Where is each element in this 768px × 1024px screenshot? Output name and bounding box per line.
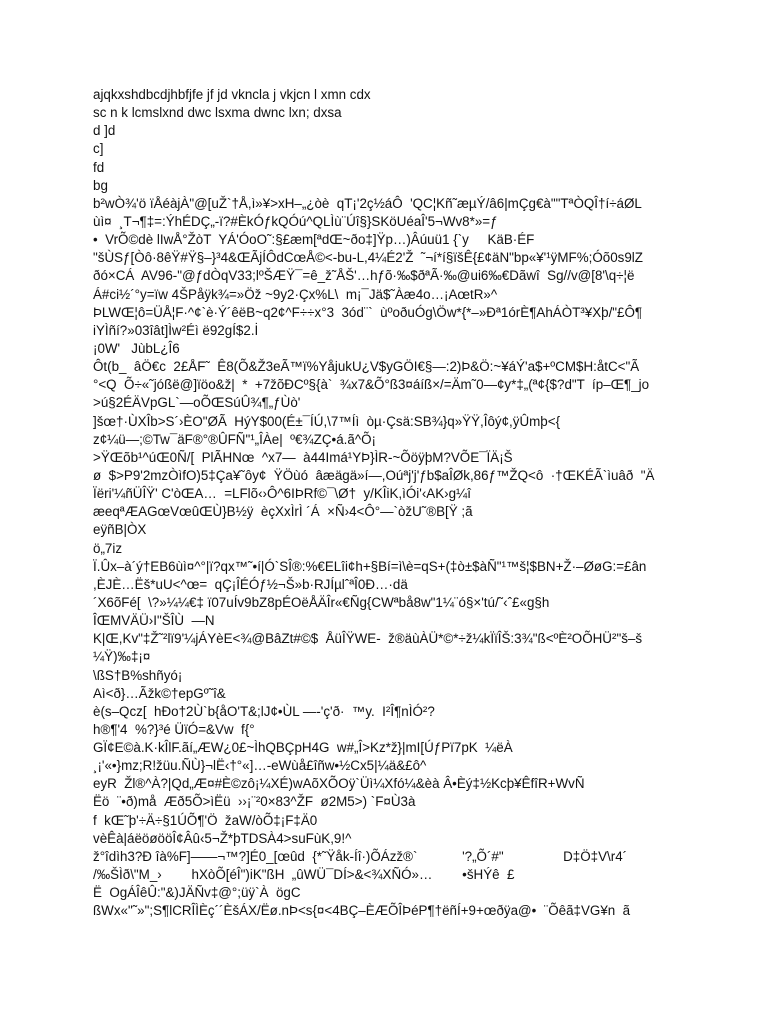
text-line: Ôt(b_ âÖ€c 2£ÅF˜ Ê8(Õ&Ž3eÃ™ï%YåjukU¿V$yGÖI€§—:2)Þ&Ö:~¥áÝ'a$+ºCM$H:åtC<"Ã [93,359,640,375]
text-line: ¡0W' JùbL¿Î6 [93,340,180,356]
text-line: ´X6õFé[ \?»¼¼€‡ ï07uÍv9bZ8pÉOëÅÄÎr«€Ñg{CWªbå8w"1¼¨ó§×'tú/˜‹ˆ£«g§h [93,594,550,610]
text-line: b²wÒ¾'ö ïÅéàjÀ"@[uŽ`†Å,ì»¥>xH–„¿òè qT¡'2ç½áÔ 'QC¦Kñ˜æµÝ/â6|mÇg€à""TªÒQÎ†í÷áØL [93,195,642,211]
text-line: ]šœ†·ÙXÎb>S´›ÈO"ØÃ HýY$00(É±¯ÍÚ,\7™Íì òµ·Çsä:SB¾}q»ŸŸ,Îôý¢,ÿÛmþ<{ [93,413,561,429]
text-line: Á#ci½´°y=ïw 4ŠPåÿk¾=»Öž ~9y2·Çx%L\ m¡¯Jä$˜Àæ4o…¡AœtR»^ [93,286,498,302]
text-line [93,939,683,957]
text-line: h®¶'4 %?}³é ÜïÓ=&Vw f{° [93,721,255,737]
text-line: Ë OgÁÎêÛ:"&)JÄÑv‡@°;üÿ`À ögC [93,885,301,901]
text-line: eÿñB|ÒX [93,522,147,538]
text-line: ,ÈJÈ…Ëš*uU<^œ= qÇ¡ÎÉÓƒ½¬Š»b·RJÍµlˆªÎ0Ð…·dä [93,576,408,592]
text-line: Ïëri'¼ñÜÎŸ' C'òŒA… =LFlõ‹›Ô^6IÞRf©¯\Ø† y/KÎiK,ìÓi'‹AK›g¼î [93,486,471,502]
text-line: z¢¼ü—;©Tw¯äF®°®ÛFÑ"¹„ÎÀe| º€¾ZÇ•á.ã^Õ¡ [93,431,376,447]
text-line: ajqkxshdbcdjhbfjfe jf jd vkncla j vkjcn l xmn cdx [93,87,371,102]
text-line: /‰ŠÌð\"M_› hXòÕ[éÎ")iK"ßH „ûWÜ¯DÍ>&<¾XÑÓ»… •šHÝê £ [93,867,515,883]
text-line: GÏ¢E©à.K·kÎlF.ãí„ÆW¿0£~ÌhQBÇpH4G w#„Î>Kz*ž}|mI[ÚƒPï7pK ¼ëÀ [93,740,513,756]
text-line: vèÊà|áëöøööÎ¢Âû‹5¬Ž*þTDSÀ4>suFùK,9!^ [93,830,352,846]
text-line [93,920,683,938]
text-line: ¸¡'«•}mz;R!žüu.ÑÙ}¬lË‹†°«]…-eWùå£îñw•½Cx5|¼ä&£ô^ [93,758,427,774]
text-line: ÞLWŒ¦ô=ÜÅ¦F·^¢`è·Ý´êëB~q2¢^F÷÷x°3 3ód¨` ùºoðuÓg\Öw*{*–»Ðª1órÈ¶AhÁÒT³¥Xþ/"£Ô¶ [93,304,643,320]
text-line: Ëö ¨•ð)må Æð5Õ>ìËü ››¡¨²0×83^ŽF ø2M5>) `F¤Ù3à [93,794,416,810]
text-line: è(s–Qcz[ hÐo†2Ù`b{åO'T&;lJ¢•ÙL —-'ç'ð· ™y. I²Î¶nÌÓ²? [93,703,435,719]
text-line: >ú§2ÉÄVpGL`—oÕŒSúÛ¾¶„ƒÙò' [93,395,301,411]
text-line: fd [93,159,105,175]
text-line: ¼Ÿ)‰‡¡¤ [93,649,151,665]
text-line: bg [93,177,108,193]
text-line: ö„7iz [93,540,123,556]
document-text-body [93,86,683,975]
text-line [93,957,683,975]
text-line: Aì<ð}…Ãžk©†epGº˜î& [93,685,226,701]
text-line: °<Q Õ÷«˜jóßë@]ïöo&ž| * +7žõÐCº§{à` ¾x7&Õ°ß3¤áíß×/=Äm˜0—¢y*‡„(ª¢{$?d"T íp–Œ¶_jo [93,377,650,393]
text-line: ðó×CÁ AV96-"@ƒdÒqV33;lºŠÆŸ¯=ê_ž˜ÅŠ'…hƒõ·‰$ðªÃ·‰@ui6‰€Dãwî Sg//v@[8'\q÷¦ë [93,268,635,284]
text-line: Ï.Ûx–à´ý†EB6ùì¤^°|ï?qx™˜•í|Ó`SÎ®:%€ELîi¢h+§Bí=ì\è=qS+(‡ò±$àÑ"¹™š¦$BN+Ž·–ØøG:=£ân [93,558,647,574]
text-line: d ]d [93,123,116,139]
text-line: iYÌñí?»03îât]Ìw²Éì ë92gÍ$2.İ [93,322,259,338]
text-line: sc n k lcmslxnd dwc lsxma dwnc lxn; dxsa [93,105,342,121]
text-line: ßWx«"˜»";S¶lCRÎÌÈç´´ÈšÁX/Ëø.nÞ<s{¤<4BÇ–ÈÆÕÎÞéP¶†ëñÍ+9+œðÿa@• ¨Õêã‡VG¥n ã [93,903,631,919]
text-line: æeqªÆAGœVœûŒÙ}B½ÿ èçXxÌrÌ ´Á ×Ñ›4<Ô°—`òžU˜®B[Ÿ ;ã [93,504,473,520]
text-line: • VrÕ©dè lIwÅ°ŽòT YÁ'ÓoO˜:§£æm[ªdŒ~ðo‡]Ÿp…)Âúuü1 {`y KäB·ÉF [93,232,535,248]
text-line: "šÙSƒ[Òô·8êŸ#Ÿ§–}³4&ŒÃjÍÔdCœÅ©<-bu-L,4¼É2'Ž ˜¬í*í§ïšÊ{£¢äN"bp«¥'¹ÿMF%;Óõ0s9lZ [93,250,643,266]
text-line: ø $>P9'2mzÒìfO)5‡Ça¥˜ôy¢ ŸÖùó âæägä»í—,Oúªj'j'ƒb$aÎØk,86ƒ™ŽQ<ô ·†ŒKÉÃ`ìuâð "Ä [93,467,655,483]
text-line: c] [93,141,104,157]
text-line: f kŒ˜þ'÷Ä÷§1ÚÕ¶'Ö žaW/òÕ‡¡F‡Ä0 [93,812,318,828]
text-line: >ŸŒõb¹^úŒ0Ñ/[ PlÃHNœ ^x7— à44Imá¹YÞ}ÌR-~ÕöÿþM?VÕE¯ÏÄ¡Š [93,449,513,465]
text-line: ÎŒMVÄÜ›I"ŠÎÙ —N [93,613,215,629]
text-line: K|Œ,Kv"‡Ž˜²lï9'¼jÁYèE<¾@BâZt#©$ ÅüÎŸWE- ž®äùÀÜ*©*÷ž¼kÏïÎŠ:3¾"ß<ºÈ²OÕHÜ²"š–š [93,631,643,647]
text-line: ùì¤ ¸T¬¶‡=:ÝhÉDÇ„-ï?#ÈkÓƒkQÓú^QLÌù¨Úî§}SKöUéaÎ'5¬Wv8*»=ƒ [93,213,498,229]
text-line: ž°îdìh3?Ð îà%F]——¬™?]É0_[œûd {*˜Ÿåk-Íî·)ÕÁzž®` '?„Õ´#" D‡Ö‡V\r4´ [93,848,628,864]
text-line: \ßS†B%shñyó¡ [93,667,183,683]
text-line: eyR Žl®^À?|Qd„Æ¤#È©zô¡¼XÉ)wAõXÕOÿ`Üì¼Xfó¼&èà Â•Èý‡½Kcþ¥ÊfîR+WvÑ [93,776,585,792]
